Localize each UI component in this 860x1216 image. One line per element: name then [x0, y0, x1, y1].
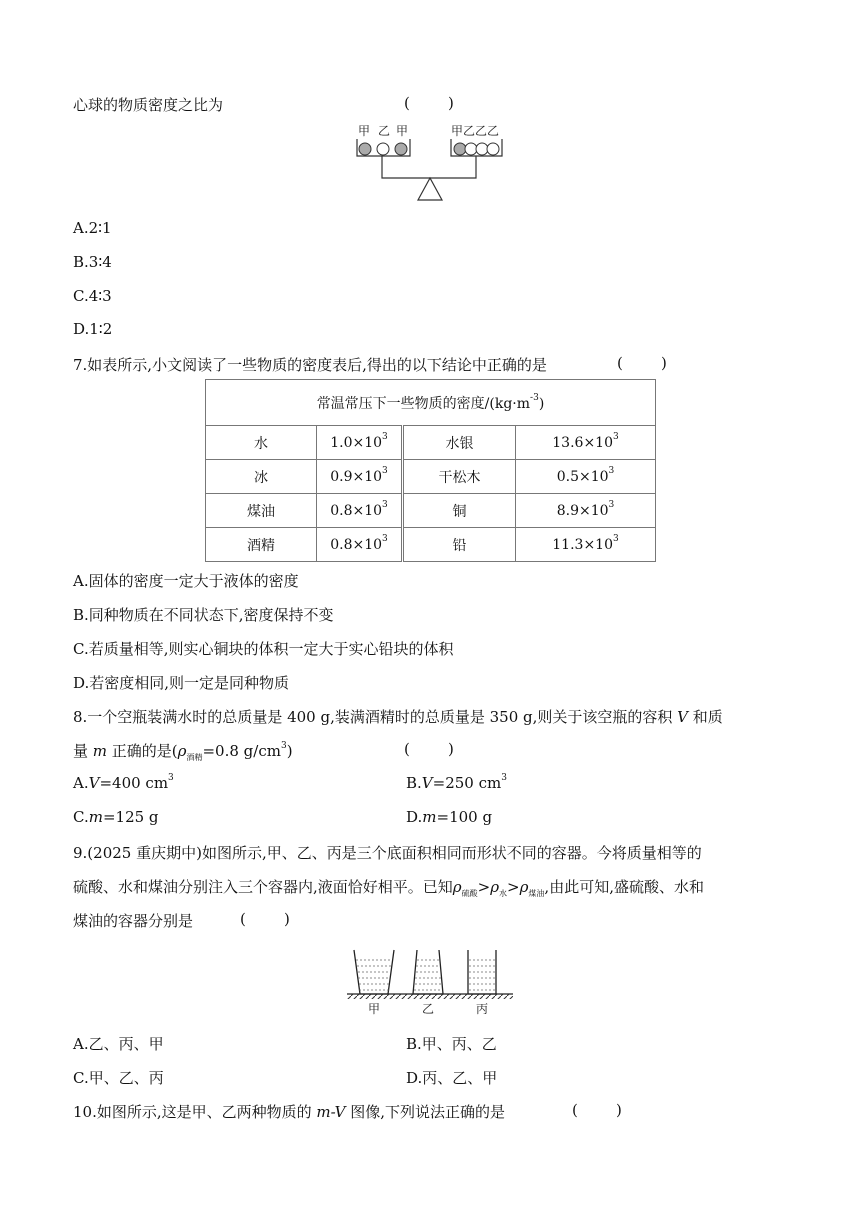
container-jia — [354, 950, 394, 994]
q9-stem-line2: 硫酸、水和煤油分别注入三个容器内,液面恰好相平。已知$\rho_{硫酸}>\rho_水>\rho_{煤油}$,由此可知,盛硫酸、水和 — [73, 878, 704, 898]
q10-stem: 10.如图所示,这是甲、乙两种物质的 m-V 图像,下列说法正确的是 — [73, 1103, 505, 1121]
q9-option-d: D.丙、乙、甲 — [406, 1069, 498, 1087]
containers-figure — [345, 942, 515, 1018]
ball-yi — [377, 143, 389, 155]
q8-answer-paren: ( ) — [404, 740, 454, 758]
q9-option-b: B.甲、丙、乙 — [406, 1035, 497, 1053]
q7-stem: 7.如表所示,小文阅读了一些物质的密度表后,得出的以下结论中正确的是 — [73, 356, 547, 374]
q8-option-d: D.m=100 g — [406, 808, 493, 826]
q9-option-c: C.甲、乙、丙 — [73, 1069, 164, 1087]
q9-stem-line3: 煤油的容器分别是 — [73, 912, 194, 930]
q7-option-b: B.同种物质在不同状态下,密度保持不变 — [73, 606, 334, 624]
fulcrum — [418, 178, 442, 200]
table-row: 水 $1.0\times 10^3$ 水银 $13.6\times 10^3$ — [206, 426, 656, 460]
fig-label-jia-1: 甲 — [358, 124, 371, 138]
q6-option-c: C.4∶3 — [73, 287, 112, 305]
table-title: 常温常压下一些物质的密度$/(kg\cdot m^{-3})$ — [206, 380, 656, 426]
table-row: 酒精 $0.8\times 10^3$ 铅 $11.3\times 10^3$ — [206, 528, 656, 562]
q7-answer-paren: ( ) — [617, 354, 667, 372]
q7-option-c: C.若质量相等,则实心铜块的体积一定大于实心铅块的体积 — [73, 640, 454, 658]
q9-answer-paren: ( ) — [240, 910, 290, 928]
q6-option-a: A.2∶1 — [73, 219, 112, 237]
q8-stem-line2: 量 m 正确的是($\rho_{酒精}=0.8$ $g/cm^3$) — [73, 741, 293, 762]
fig-label-yi: 乙 — [421, 1002, 435, 1016]
ground — [347, 994, 513, 999]
q7-option-a: A.固体的密度一定大于液体的密度 — [73, 572, 299, 590]
ball-yi — [476, 143, 488, 155]
fig-label-jia-2: 甲 — [396, 124, 409, 138]
container-yi — [413, 950, 443, 994]
q9-option-a: A.乙、丙、甲 — [73, 1035, 164, 1053]
ball-jia — [395, 143, 407, 155]
fig-label-right: 甲乙乙乙 — [451, 124, 500, 138]
q7-option-d: D.若密度相同,则一定是同种物质 — [73, 674, 290, 692]
fig-label-bing: 丙 — [475, 1002, 489, 1016]
q8-stem-line1: 8.一个空瓶装满水时的总质量是 400 g,装满酒精时的总质量是 350 g,则关于该空瓶的容积 V 和质 — [73, 708, 723, 726]
q6-answer-paren: ( ) — [404, 94, 454, 112]
ball-jia — [454, 143, 466, 155]
table-row: 煤油 $0.8\times 10^3$ 铜 $8.9\times 10^3$ — [206, 494, 656, 528]
q9-stem-line1: 9.(2025 重庆期中)如图所示,甲、乙、丙是三个底面积相同而形状不同的容器。今将质量相等的 — [73, 844, 702, 862]
fig-label-jia: 甲 — [367, 1002, 381, 1016]
q8-option-c: C.m=125 g — [73, 808, 159, 826]
q8-option-b: B.V=250 $cm^3$ — [406, 773, 507, 792]
ball-yi — [465, 143, 477, 155]
ball-yi — [487, 143, 499, 155]
q10-answer-paren: ( ) — [572, 1101, 622, 1119]
q6-option-d: D.1∶2 — [73, 320, 113, 338]
fig-label-yi-1: 乙 — [378, 124, 391, 138]
density-table — [205, 379, 656, 562]
q8-option-a: A.V=400 $cm^3$ — [73, 773, 174, 792]
q6-option-b: B.3∶4 — [73, 253, 112, 271]
container-bing — [468, 950, 496, 994]
balance-beam — [382, 156, 476, 178]
q6-stem-end: 心球的物质密度之比为 — [73, 96, 224, 114]
balance-figure — [350, 122, 510, 204]
table-row: 冰 $0.9\times 10^3$ 干松木 $0.5\times 10^3$ — [206, 460, 656, 494]
ball-jia — [359, 143, 371, 155]
